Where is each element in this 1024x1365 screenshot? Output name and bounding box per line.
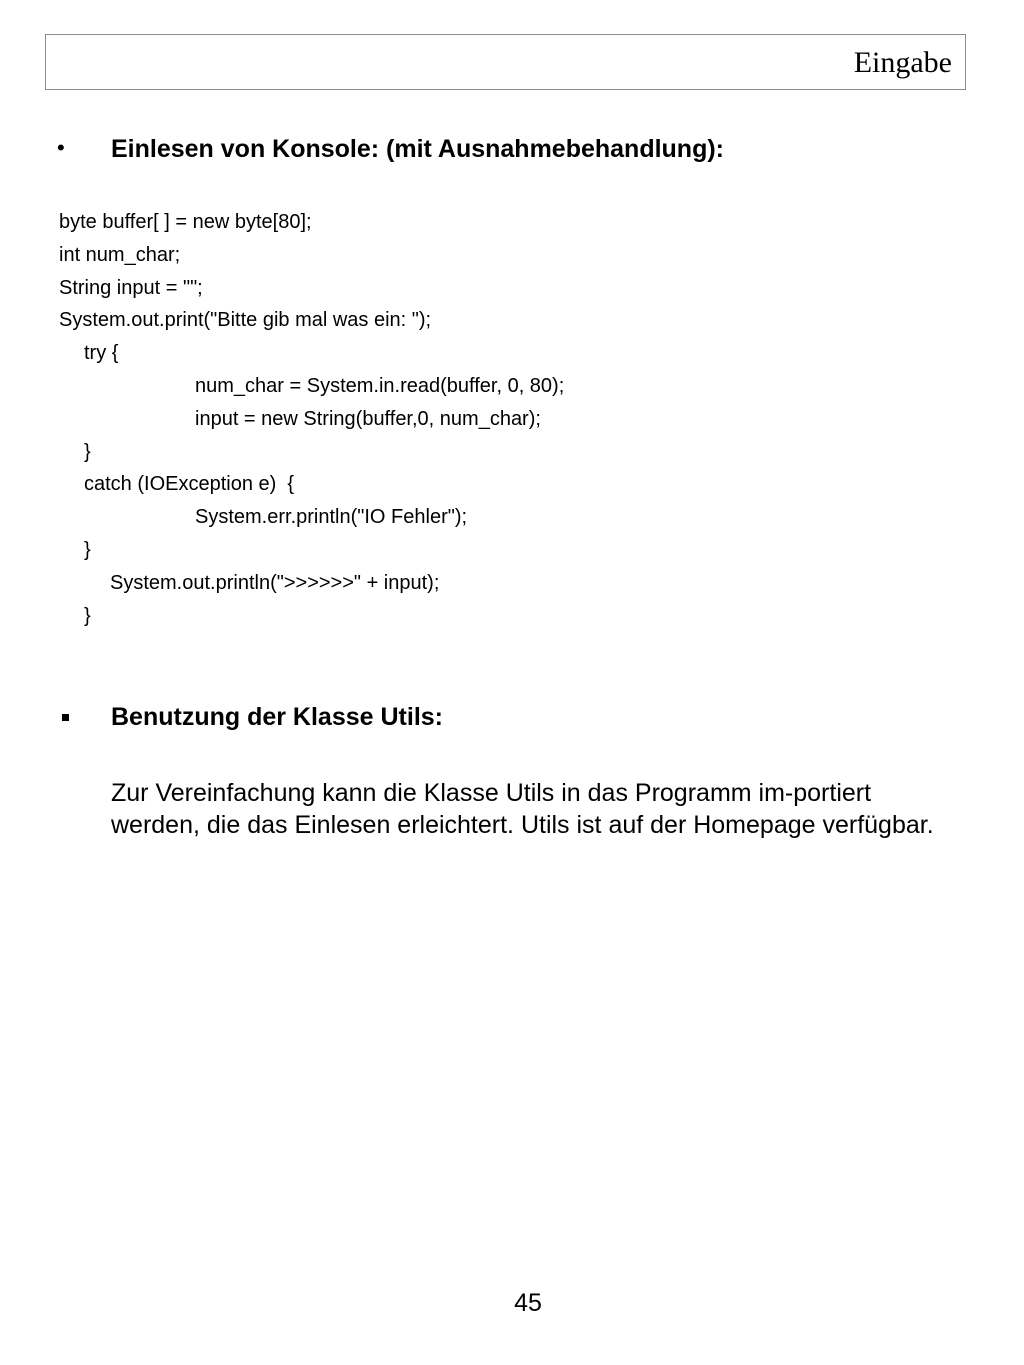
section-heading-utils: Benutzung der Klasse Utils: [111, 703, 443, 731]
code-line: try { [84, 342, 119, 365]
code-line: byte buffer[ ] = new byte[80]; [59, 211, 312, 233]
page-number: 45 [514, 1289, 542, 1317]
section-heading-einlesen: Einlesen von Konsole: (mit Ausnahmebehandlung): [111, 135, 725, 163]
slide-header [45, 34, 966, 90]
code-line: input = new String(buffer,0, num_char); [195, 407, 541, 430]
code-line: } [84, 604, 91, 627]
code-block [59, 206, 564, 632]
code-line: System.out.print("Bitte gib mal was ein: "); [59, 309, 432, 332]
code-line: int num_char; [59, 243, 181, 266]
square-bullet-icon [62, 714, 69, 721]
code-line: System.out.println(">>>>>>" + input); [110, 571, 440, 594]
code-line: num_char = System.in.read(buffer, 0, 80); [195, 374, 565, 397]
code-line: String input = ""; [59, 276, 203, 299]
round-bullet-icon: • [57, 135, 65, 160]
utils-description: Zur Vereinfachung kann die Klasse Utils in das Programm im-portiert werden, die das Einlesen erleichtert. Utils ist auf der Homepage verfügbar. [111, 779, 934, 839]
code-line: catch (IOException e) { [84, 473, 295, 496]
code-line: } [84, 440, 91, 463]
code-line: System.err.println("IO Fehler"); [195, 506, 468, 529]
slide-title: Eingabe [853, 46, 952, 79]
code-line: } [84, 538, 91, 561]
